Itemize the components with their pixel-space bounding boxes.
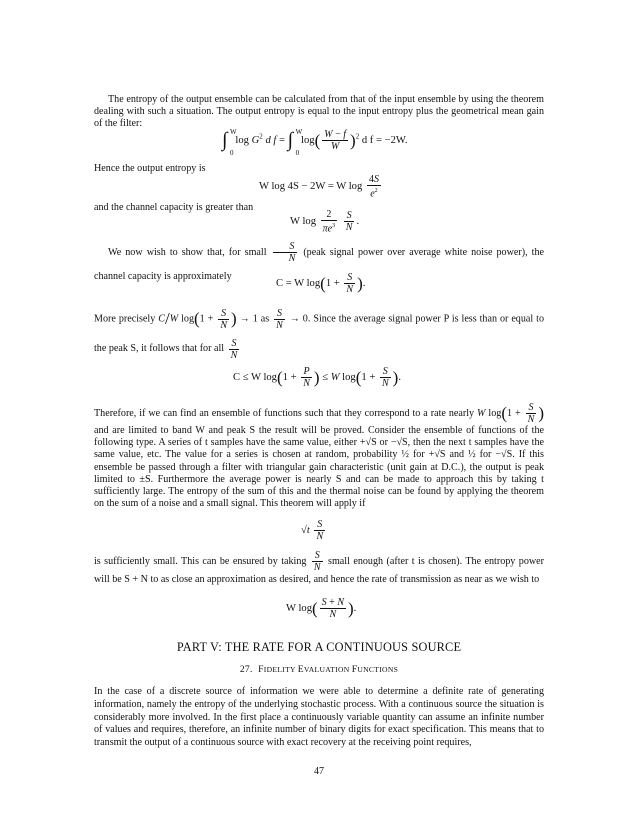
equation-filter-gain-result: d f = −2W.	[361, 134, 408, 146]
equation-capacity-inequality: C ≤ W log(1 + $\frac{P}{N}$ ) ≤ W log(1 + $\frac{S}{N}$ ).	[233, 366, 401, 389]
paragraph-ensemble: Therefore, if we can find an ensemble of functions such that they correspond to a rate nearly W log(1 + $\frac{S}{N}$ ) and are limited to band W and peak S the result will be proved. Consider the ensemble of functions of the following type. A series of t samples have the same value, either +√S or −√S, then the next t samples have the same value, etc. The value for a series is chosen at random, probability ½ for +√S and ½ for −√S. If this ensemble be passed through a filter with triangular gain characteristic (unit gain at D.C.), the output is peak limited to ±S. Furthermore the average power is nearly S and can be made to approach this by taking t sufficiently large. The entropy of the sum of this and the thermal noise can be found by applying the theorem on the sum of a noise and a small signal. This theorem will apply if	[94, 402, 545, 510]
paragraph-output-entropy: The entropy of the output ensemble can be calculated from that of the input ensemble by using the theorem dealing with such a situation. The output entropy is equal to the input entropy plus the geometrical mean gain of the filter:	[94, 94, 544, 130]
equation-rate-lhs: W log	[286, 602, 312, 614]
equation-small-signal-condition: √t $\frac{S}{N}$	[301, 519, 324, 542]
paragraph-small-snr-end: (peak signal power over average white noise power), the channel capacity is approximately	[94, 247, 544, 282]
page-number: 47	[314, 766, 324, 777]
paragraph-small-snr: We now wish to show that, for small $\frac{S}{N}$ (peak signal power over average white noise power), the channel capacity is approximately	[94, 241, 544, 282]
paragraph-discrete-source: In the case of a discrete source of information we were able to determine a definite rate of generating information, namely the entropy of the underlying stochastic process. With a continuous source the situation is considerably more involved. In the first place a continuously variable quantity can assume an infinite number of values and requires, therefore, an infinite number of binary digits for exact specification. This means that to transmit the output of a continuous source with exact recovery at the receiving point requires,	[94, 686, 544, 749]
equation-output-entropy-lhs: W log 4S − 2W = W log	[259, 181, 363, 193]
paragraph-small-snr-start: We now wish to show that, for small	[108, 247, 267, 258]
section-title-rest-1: IDELITY	[263, 665, 298, 674]
section-title-cap-3: F	[351, 664, 358, 675]
equation-filter-gain: ∫ W 0 $\log G^2$ d f = ∫ W 0 log( $\frac{W - f}{W}$ )$^2$ d f = −2W.	[222, 128, 408, 157]
paragraph-more-precisely-as: as	[260, 313, 270, 325]
section-title-rest-3: UNCTIONS	[357, 665, 399, 674]
paragraph-ensemble-body: and are limited to band W and peak S the result will be proved. Consider the ensemble of functions of the following type. A series of t samples have the same value, either +√S or −√S, then the next t samples have the same value, etc. The value for a series is chosen at random, probability ½ for +√S and ½ for −√S. If this ensemble be passed through a filter with triangular gain characteristic (unit gain at D.C.), the output is peak limited to ±S. Furthermore the average power is nearly S and can be made to approach this by taking t sufficiently large. The entropy of the sum of this and the thermal noise can be found by applying the theorem on the sum of a noise and a small signal. This theorem will apply if	[94, 425, 544, 510]
equation-output-entropy: W log 4S − 2W = W log $\frac{4S}{e^2}$	[259, 174, 379, 200]
section-title-rest-2: VALUATION	[303, 665, 352, 674]
section-heading	[94, 664, 544, 675]
paragraph-sufficiently-small-end: small enough (after t is chosen). The entropy power will be S + N to as close an approximation as desired, and hence the rate of transmission as near as we wish to	[94, 555, 545, 585]
equation-rate: W log( $\frac{S + N}{N}$ ).	[286, 597, 357, 620]
paragraph-more-precisely: More precisely C/W log(1 + $\frac{S}{N}$ ) → 1 as $\frac{S}{N}$ → 0. Since the average signal power P is less than or equal to the peak S, it follows that for all $\frac{S}{N}$	[94, 307, 545, 361]
paragraph-capacity-bound: and the channel capacity is greater than	[94, 202, 254, 213]
paragraph-sufficiently-small: is sufficiently small. This can be ensured by taking $\frac{S}{N}$ small enough (after t is chosen). The entropy power will be S + N to as close an approximation as desired, and hence the rate of transmission as near as we wish to	[94, 550, 545, 585]
paragraph-sufficiently-small-start: is sufficiently small. This can be ensured by taking	[94, 555, 307, 567]
paragraph-hence: Hence the output entropy is	[94, 163, 206, 174]
paragraph-more-precisely-tail: to the peak S, it follows that for all	[94, 313, 545, 355]
equation-capacity-bound-lhs: W log	[290, 216, 316, 228]
section-title-cap-1: F	[258, 664, 264, 675]
part-heading: PART V: THE RATE FOR A CONTINUOUS SOURCE	[176, 640, 462, 654]
paragraph-ensemble-start: Therefore, if we can find an ensemble of functions such that they correspond to a rate nearly	[94, 407, 475, 419]
section-number: 27.	[239, 664, 253, 675]
equation-capacity-inequality-lhs: C ≤ W log	[233, 371, 277, 383]
equation-capacity-approx: C = W log(1 + $\frac{S}{N}$ ).	[276, 272, 366, 295]
section-title-cap-2: E	[297, 664, 304, 675]
equation-capacity-approx-lhs: C = W log	[276, 277, 321, 289]
paragraph-more-precisely-start: More precisely	[94, 313, 156, 325]
paragraph-more-precisely-end: Since the average signal power P is less than or equal	[313, 313, 534, 325]
equation-capacity-bound: W log $\frac{2}{\pi e^3}$ $\frac{S}{N}$ .	[290, 209, 360, 235]
